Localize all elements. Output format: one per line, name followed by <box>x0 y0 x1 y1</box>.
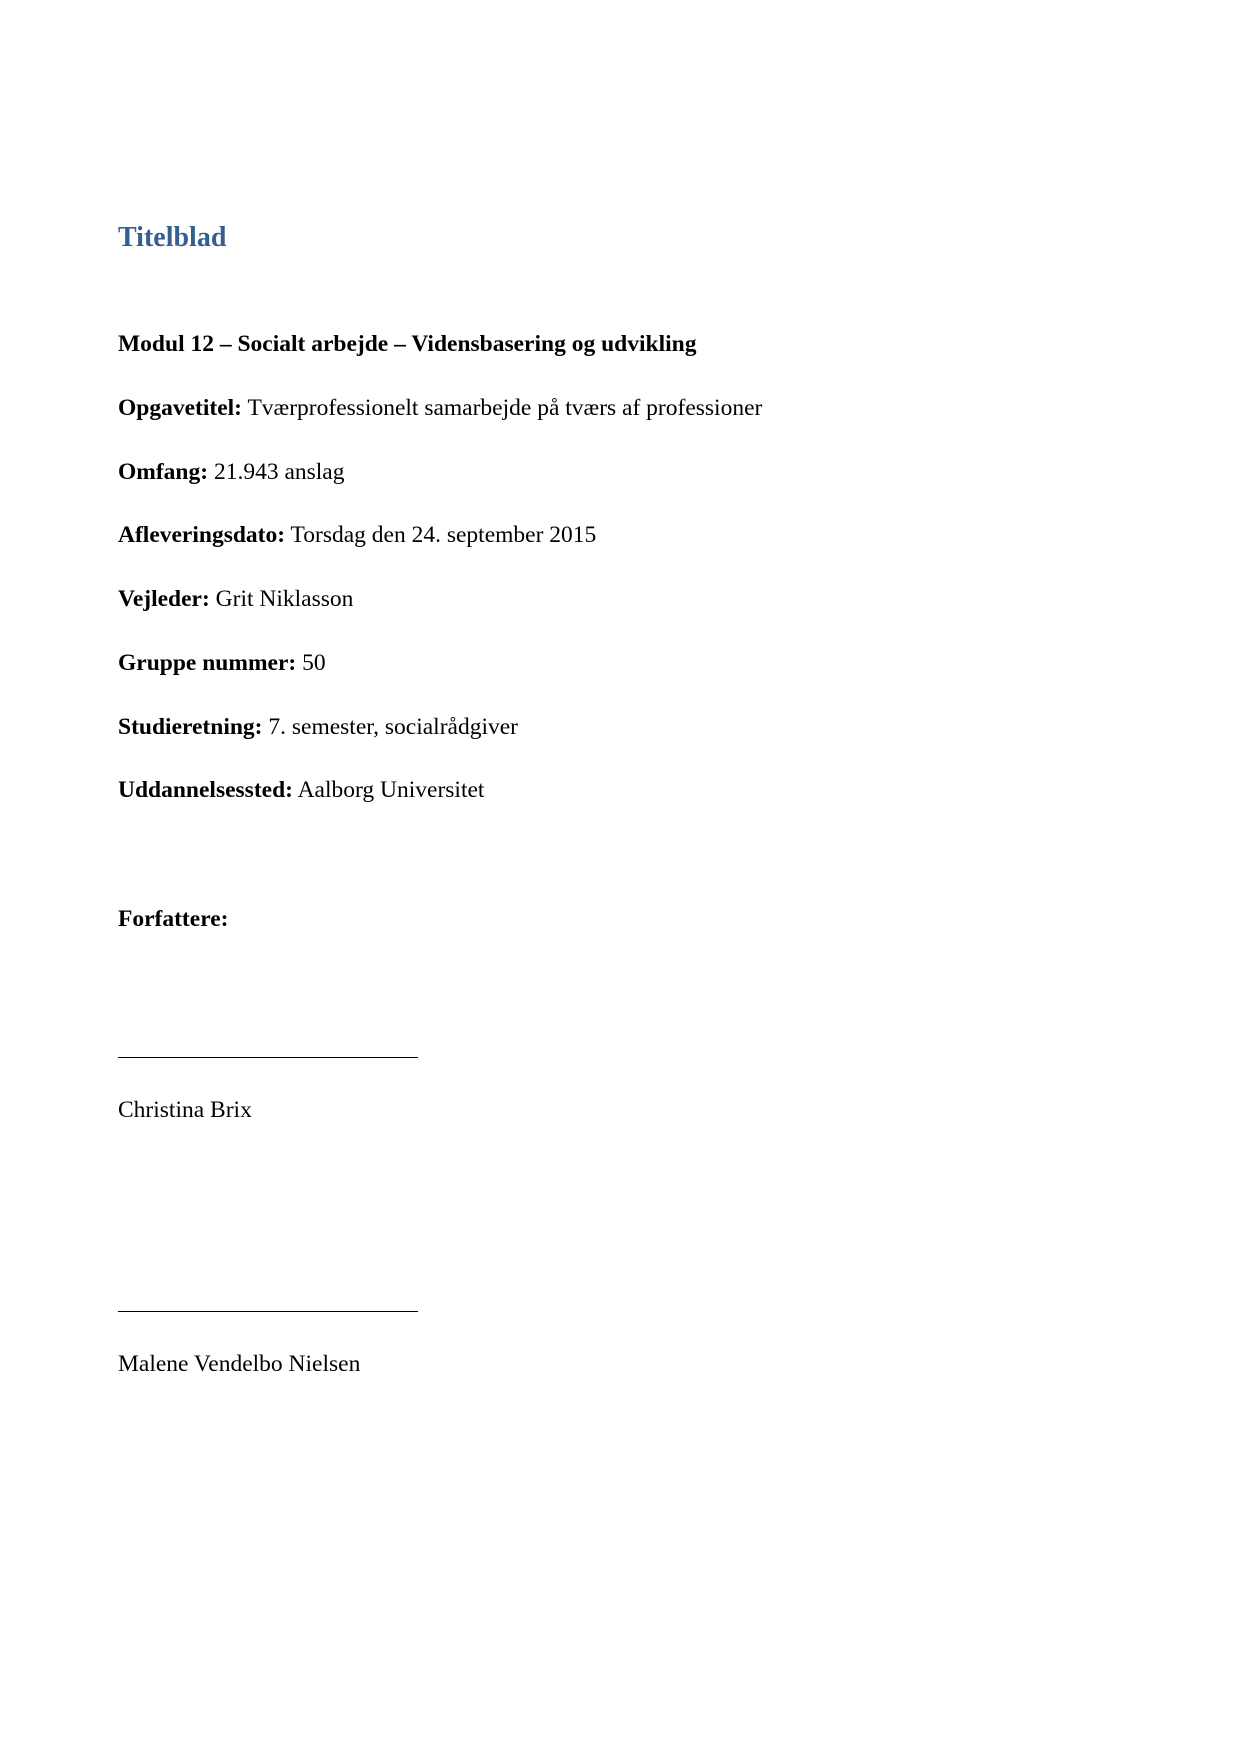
field-label: Afleveringsdato: <box>118 522 286 548</box>
field-value: Aalborg Universitet <box>292 777 485 803</box>
field-value: Torsdag den 24. september 2015 <box>285 522 597 548</box>
field-studieretning <box>118 716 518 740</box>
field-uddannelsessted <box>118 779 484 803</box>
module-line: Modul 12 – Socialt arbejde – Vidensbasering og udvikling <box>118 331 697 357</box>
field-label: Gruppe nummer: <box>118 650 297 676</box>
field-label: Opgavetitel: <box>118 395 242 421</box>
authors-label: Forfattere: <box>118 906 229 932</box>
field-label: Omfang: <box>118 459 209 485</box>
field-value: 50 <box>296 650 326 676</box>
field-label: Vejleder: <box>118 586 210 612</box>
page-title: Titelblad <box>118 222 227 253</box>
field-label: Studieretning: <box>118 714 263 740</box>
signature-line <box>118 1057 418 1058</box>
field-omfang <box>118 461 345 485</box>
signature-line <box>118 1311 418 1312</box>
field-label: Uddannelsessted: <box>118 777 293 803</box>
field-value: 21.943 anslag <box>208 459 345 485</box>
field-afleveringsdato <box>118 524 596 548</box>
field-value: Grit Niklasson <box>209 586 354 612</box>
field-opgavetitel <box>118 397 762 421</box>
field-gruppe-nummer <box>118 652 326 676</box>
field-value: 7. semester, socialrådgiver <box>262 714 519 740</box>
field-vejleder <box>118 588 353 612</box>
field-value: Tværprofessionelt samarbejde på tværs af professioner <box>242 395 763 421</box>
author-name: Malene Vendelbo Nielsen <box>118 1351 361 1377</box>
author-name: Christina Brix <box>118 1097 252 1123</box>
